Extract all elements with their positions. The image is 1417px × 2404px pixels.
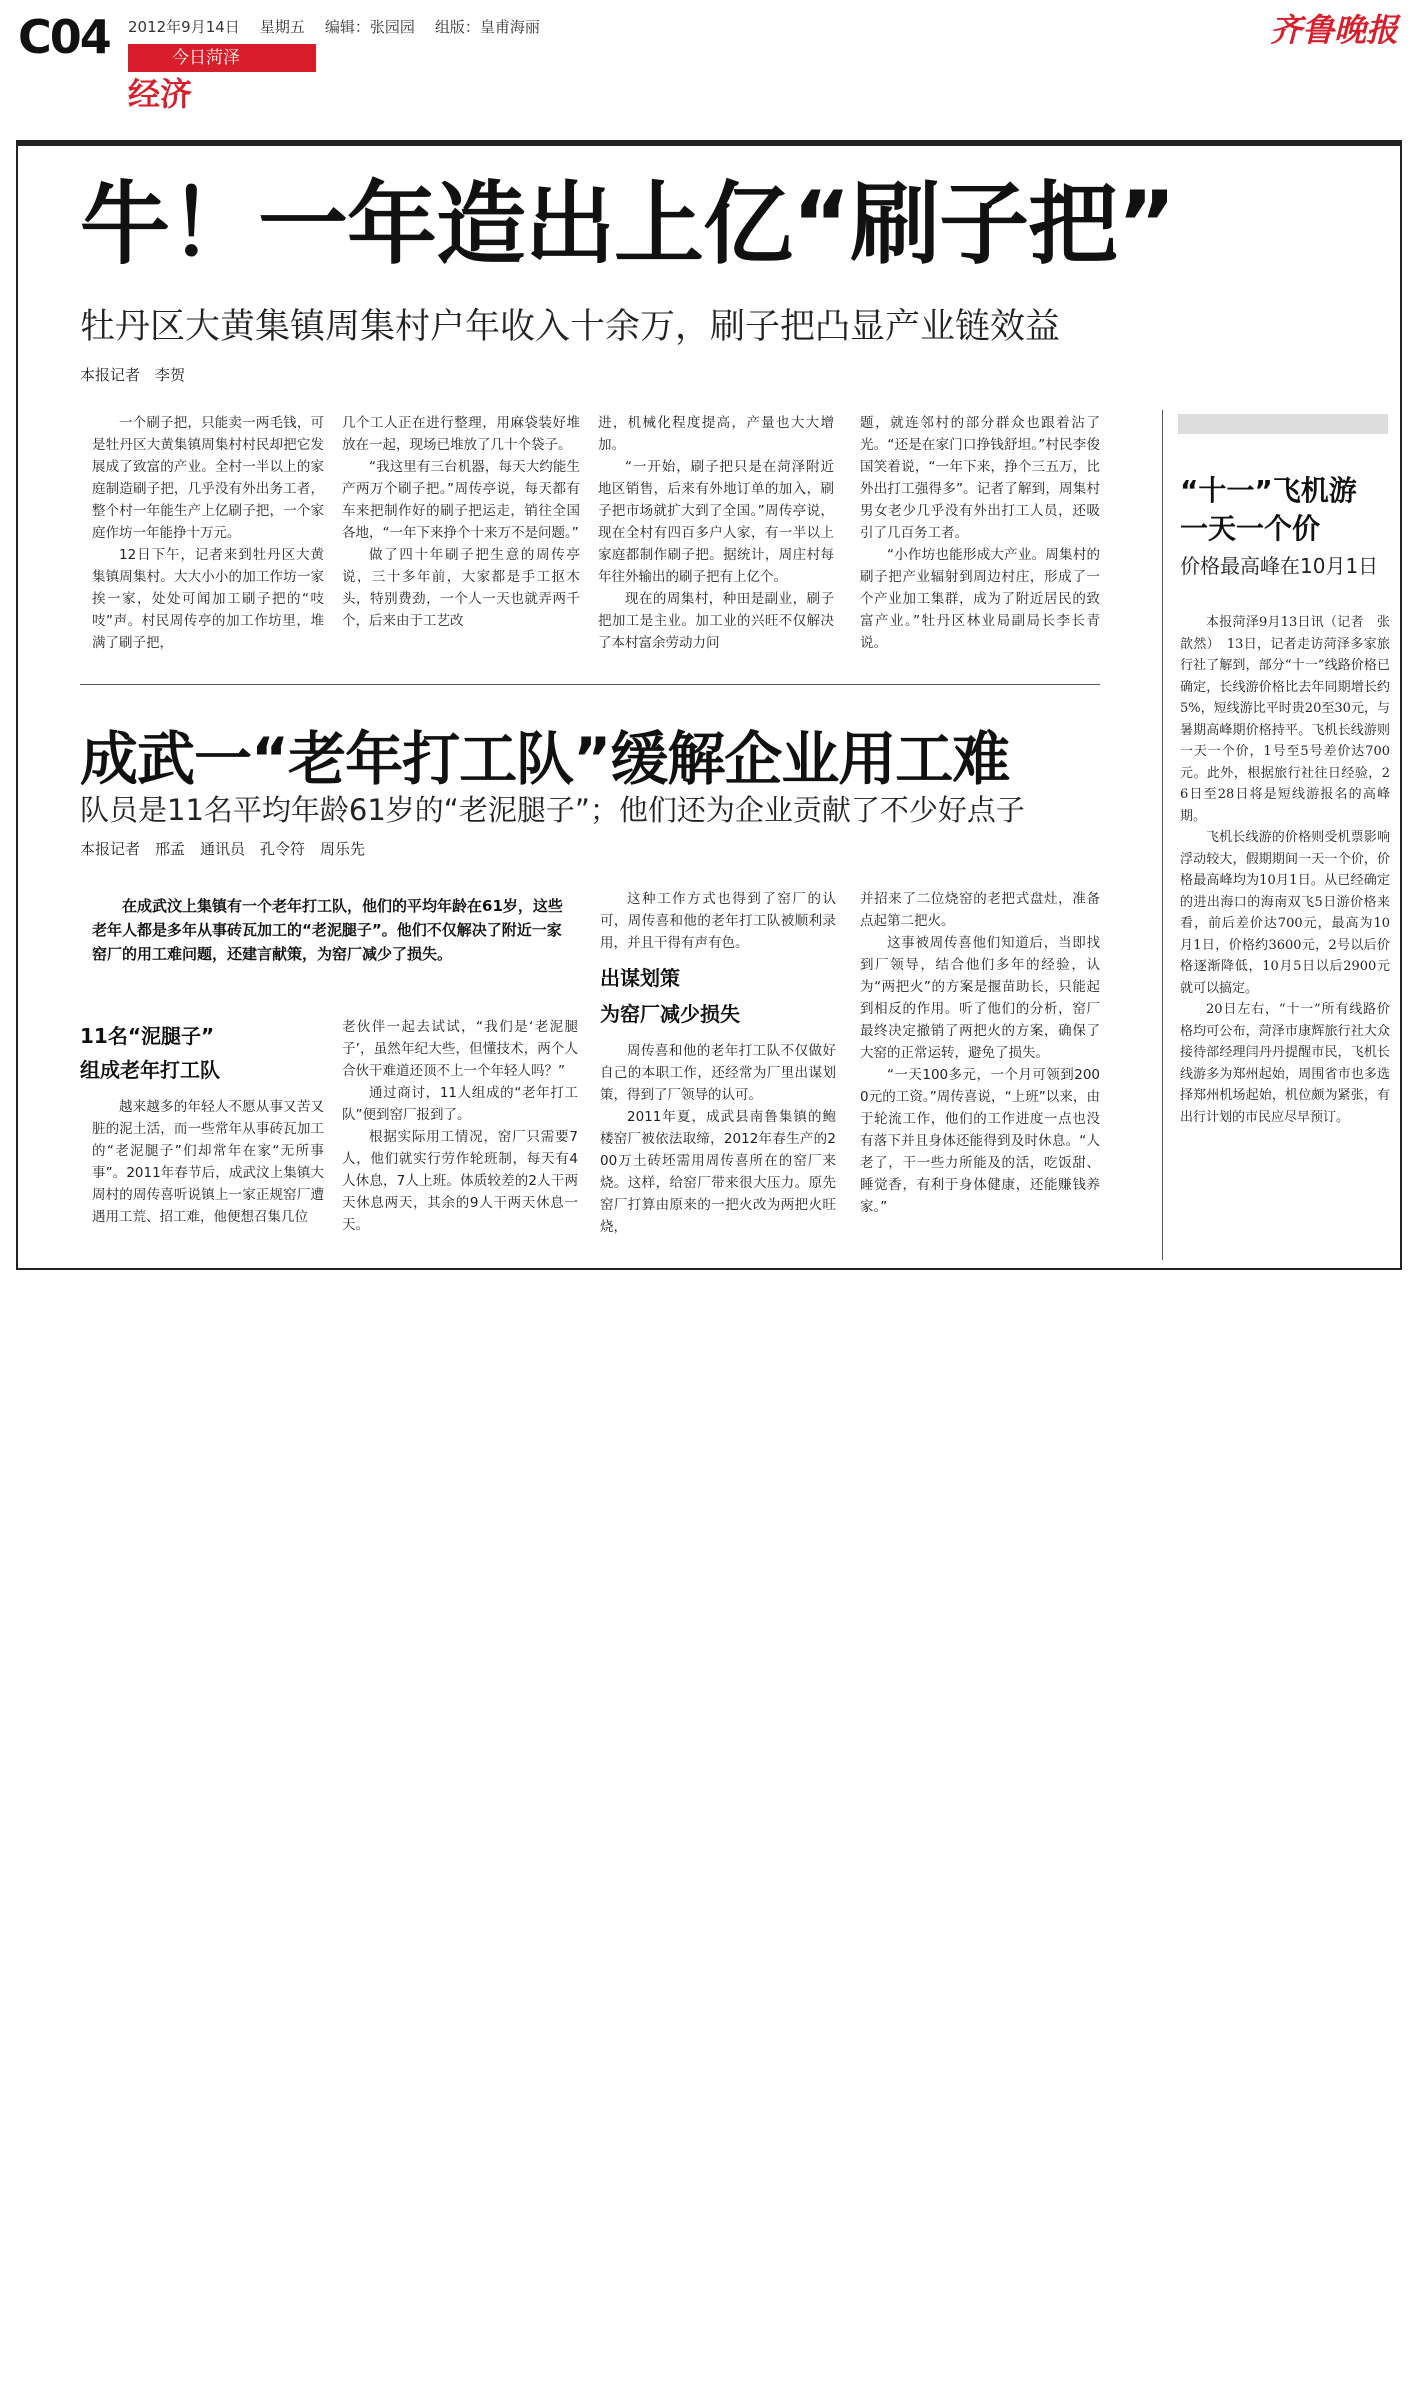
- article2-paragraph: 2011年夏，成武县南鲁集镇的鲍楼窑厂被依法取缔，2012年春生产的200万土砖坯需用周传喜所在的窑厂来烧。这样，给窑厂带来很大压力。原先窑厂打算由原来的一把火改为两把火旺烧，: [600, 1109, 836, 1235]
- page-code: C04: [18, 10, 110, 64]
- article1-paragraph: 进，机械化程度提高，产量也大大增加。: [598, 415, 834, 453]
- section-bar: 今日菏泽: [128, 44, 316, 72]
- article2-paragraph: 周传喜和他的老年打工队不仅做好自己的本职工作，还经常为厂里出谋划策，得到了厂领导的认可。: [600, 1043, 836, 1103]
- sidebar-title: [1180, 472, 1357, 548]
- article2-column-4: [860, 888, 1100, 1256]
- sidebar-paragraph: 20日左右，“十一”所有线路价格均可公布，菏泽市康辉旅行社大众接待部经理闫丹丹提醒市民，飞机长线游多为郑州起始，周围省市也多选择郑州机场起始，机位颇为紧张，有出行计划的市民应尽早预订。: [1180, 1002, 1390, 1125]
- sidebar-paragraph: 本报菏泽9月13日讯（记者 张歆然） 13日，记者走访菏泽多家旅行社了解到，部分“十一”线路价格已确定，长线游价格比去年同期增长约5%，短线游比平时贵20至30元，与暑期高峰期价格持平。飞机长线游则一天一个价，1号至5号差价达700元。此外，根据旅行社往日经验，26日至28日将是短线游报名的高峰期。: [1180, 615, 1390, 824]
- sidebar-title-line-2: 一天一个价: [1180, 512, 1321, 545]
- article2-paragraph: “一天100多元，一个月可领到2000元的工资。”周传喜说，“上班”以来，由于轮流工作，他们的工作进度一点也没有落下并且身体还能得到及时休息。“人老了，干一些力所能及的活，吃饭甜、睡觉香，有利于身体健康，还能赚钱养家。”: [860, 1067, 1100, 1215]
- article2-column-3-bottom: [600, 1040, 836, 1256]
- article2-subhead-2a: 出谋划策: [600, 966, 680, 990]
- article2-byline: 本报记者 邢孟 通讯员 孔令符 周乐先: [80, 840, 366, 858]
- article1-paragraph: 12日下午，记者来到牡丹区大黄集镇周集村。大大小小的加工作坊一家挨一家，处处可闻加工刷子把的“吱吱”声。村民周传亭的加工作坊里，堆满了刷子把，: [92, 547, 324, 651]
- article2-paragraph: 越来越多的年轻人不愿从事又苦又脏的泥土活，而一些常年从事砖瓦加工的“老泥腿子”们却常年在家“无所事事”。2011年春节后，成武汶上集镇大周村的周传喜听说镇上一家正规窑厂遭遇用工荒、招工难，他便想召集几位: [92, 1099, 324, 1225]
- article2-paragraph: 并招来了二位烧窑的老把式盘灶，准备点起第二把火。: [860, 891, 1100, 929]
- article2-column-2: [342, 1016, 578, 1256]
- article-divider: [80, 684, 1100, 685]
- editor-credit: 编辑：张园园: [324, 18, 415, 36]
- article1-column-1: [92, 412, 324, 674]
- article2-paragraph: 通过商讨，11人组成的“老年打工队”便到窑厂报到了。: [342, 1085, 578, 1123]
- sidebar-subtitle: 价格最高峰在10月1日: [1180, 554, 1379, 578]
- sidebar-header-bar: [1178, 414, 1388, 434]
- article1-paragraph: “我这里有三台机器，每天大约能生产两万个刷子把。”周传亭说，每天都有车来把制作好的刷子把运走，销往全国各地，“一年下来挣个十来万不是问题。”: [342, 459, 580, 541]
- sidebar-divider: [1162, 410, 1163, 1260]
- article2-paragraph: 老伙伴一起去试试，“我们是‘老泥腿子’，虽然年纪大些，但懂技术，两个人合伙干难道还顶不上一个年轻人吗？”: [342, 1019, 578, 1079]
- article2-subhead-2b: 为窑厂减少损失: [600, 1002, 740, 1026]
- sidebar-title-line-1: “十一”飞机游: [1180, 474, 1357, 507]
- article2-subheadline: 队员是11名平均年龄61岁的“老泥腿子”；他们还为企业贡献了不少好点子: [80, 793, 1025, 827]
- article2-paragraph: 根据实际用工情况，窑厂只需要7人，他们就实行劳作轮班制，每天有4人休息，7人上班。体质较差的2人干两天休息两天，其余的9人干两天休息一天。: [342, 1129, 578, 1233]
- article1-paragraph: 一个刷子把，只能卖一两毛钱，可是牡丹区大黄集镇周集村村民却把它发展成了致富的产业。全村一半以上的家庭制造刷子把，几乎没有外出务工者，整个村一年能生产上亿刷子把，一个家庭作坊一年能挣十万元。: [92, 415, 324, 541]
- article2-column-3-top: [600, 888, 836, 978]
- article1-paragraph: “一开始，刷子把只是在菏泽附近地区销售，后来有外地订单的加入，刷子把市场就扩大到了全国。”周传亭说，现在全村有四百多户人家，有一半以上家庭都制作刷子把。据统计，周庄村每年往外输出的刷子把有上亿个。: [598, 459, 834, 585]
- article1-column-2: [342, 412, 580, 674]
- sidebar-body: [1180, 612, 1390, 1128]
- article1-paragraph: “小作坊也能形成大产业。周集村的刷子把产业辐射到周边村庄，形成了一个产业加工集群，成为了附近居民的致富产业。”牡丹区林业局副局长李长青说。: [860, 547, 1100, 651]
- article1-paragraph: 现在的周集村，种田是副业，刷子把加工是主业。加工业的兴旺不仅解决了本村富余劳动力问: [598, 591, 834, 651]
- article1-byline: 本报记者 李贺: [80, 366, 186, 384]
- article2-column-1: [92, 1096, 324, 1252]
- article2-paragraph: 这种工作方式也得到了窑厂的认可，周传喜和他的老年打工队被顺利录用，并且干得有声有色。: [600, 891, 836, 951]
- article1-headline: 牛！一年造出上亿“刷子把”: [80, 172, 1176, 277]
- article2-lead: 在成武汶上集镇有一个老年打工队，他们的平均年龄在61岁，这些老年人都是多年从事砖瓦加工的“老泥腿子”。他们不仅解决了附近一家窑厂的用工难问题，还建言献策，为窑厂减少了损失。: [92, 897, 563, 963]
- issue-weekday: 星期五: [259, 18, 305, 36]
- issue-date: 2012年9月14日: [128, 18, 240, 36]
- article1-paragraph: 几个工人正在进行整理，用麻袋装好堆放在一起，现场已堆放了几十个袋子。: [342, 415, 580, 453]
- article1-column-4: [860, 412, 1100, 674]
- section-name: 经济: [128, 75, 193, 113]
- article2-headline: 成武一“老年打工队”缓解企业用工难: [80, 725, 1010, 793]
- layout-credit: 组版：皇甫海丽: [434, 18, 540, 36]
- article2-subhead-1b: 组成老年打工队: [80, 1058, 220, 1082]
- article1-column-3: [598, 412, 834, 674]
- article2-subhead-1a: 11名“泥腿子”: [80, 1024, 215, 1048]
- article1-paragraph: 做了四十年刷子把生意的周传亭说，三十多年前，大家都是手工抠木头，特别费劲，一个人一天也就弄两千个，后来由于工艺改: [342, 547, 580, 629]
- article2-paragraph: 这事被周传喜他们知道后，当即找到厂领导，结合他们多年的经验，认为“两把火”的方案是揠苗助长，只能起到相反的作用。听了他们的分析，窑厂最终决定撤销了两把火的方案，确保了大窑的正常运转，避免了损失。: [860, 935, 1100, 1061]
- article1-subheadline: 牡丹区大黄集镇周集村户年收入十余万，刷子把凸显产业链效益: [80, 307, 1061, 347]
- issue-meta: [128, 20, 540, 35]
- newspaper-logo: 齐鲁晚报: [1270, 11, 1399, 49]
- sidebar-paragraph: 飞机长线游的价格则受机票影响浮动较大，假期期间一天一个价，价格最高峰均为10月1日。从已经确定的进出海口的海南双飞5日游价格来看，前后差价达700元，最高为10月1日，价格约3600元，2号以后价格逐渐降低，10月5日以后2900元就可以搞定。: [1180, 830, 1390, 996]
- article1-paragraph: 题，就连邻村的部分群众也跟着沾了光。“还是在家门口挣钱舒坦。”村民李俊国笑着说，“一年下来，挣个三五万，比外出打工强得多”。记者了解到，周集村男女老少几乎没有外出打工人员，还吸引了几百务工者。: [860, 415, 1100, 541]
